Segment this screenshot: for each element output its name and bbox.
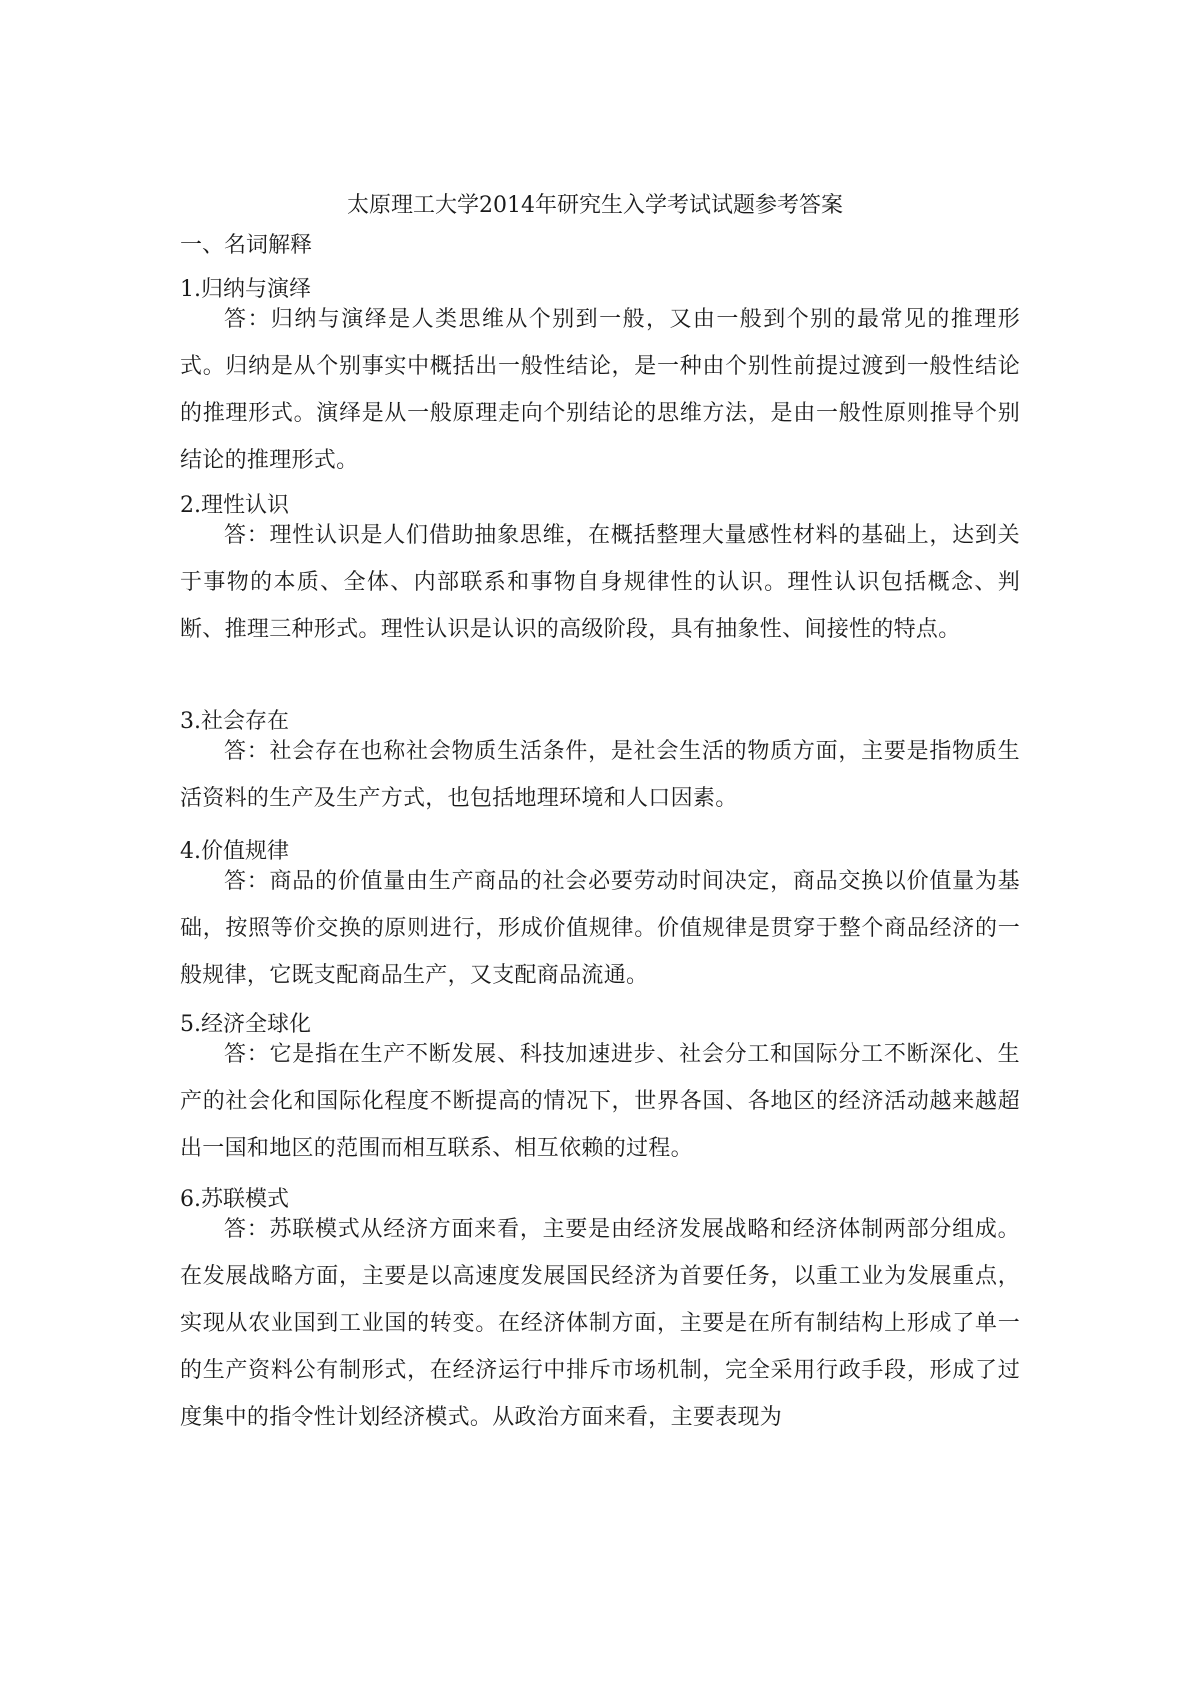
document-title: 太原理工大学2014年研究生入学考试试题参考答案 xyxy=(347,193,843,218)
answer-paragraph: 答：社会存在也称社会物质生活条件，是社会生活的物质方面，主要是指物质生活资料的生产及生产方式，也包括地理环境和人口因素。 xyxy=(180,739,1020,811)
term-heading: 3.社会存在 xyxy=(180,709,289,734)
term-heading: 5.经济全球化 xyxy=(180,1012,311,1037)
term-heading: 4.价值规律 xyxy=(180,839,289,864)
answer-paragraph: 答：苏联模式从经济方面来看，主要是由经济发展战略和经济体制两部分组成。在发展战略方面，主要是以高速度发展国民经济为首要任务，以重工业为发展重点，实现从农业国到工业国的转变。在经济体制方面，主要是在所有制结构上形成了单一的生产资料公有制形式，在经济运行中排斥市场机制，完全采用行政手段，形成了过度集中的指令性计划经济模式。从政治方面来看，主要表现为 xyxy=(180,1217,1020,1430)
answer-paragraph: 答：它是指在生产不断发展、科技加速进步、社会分工和国际分工不断深化、生产的社会化和国际化程度不断提高的情况下，世界各国、各地区的经济活动越来越超出一国和地区的范围而相互联系、相互依赖的过程。 xyxy=(180,1042,1020,1161)
section-heading: 一、名词解释 xyxy=(180,233,313,258)
answer-paragraph: 答：归纳与演绎是人类思维从个别到一般，又由一般到个别的最常见的推理形式。归纳是从个别事实中概括出一般性结论，是一种由个别性前提过渡到一般性结论的推理形式。演绎是从一般原理走向个别结论的思维方法，是由一般性原则推导个别结论的推理形式。 xyxy=(180,307,1020,473)
term-heading: 2.理性认识 xyxy=(180,493,289,518)
term-heading: 6.苏联模式 xyxy=(180,1187,289,1212)
answer-paragraph: 答：商品的价值量由生产商品的社会必要劳动时间决定，商品交换以价值量为基础，按照等价交换的原则进行，形成价值规律。价值规律是贯穿于整个商品经济的一般规律，它既支配商品生产，又支配商品流通。 xyxy=(180,869,1020,988)
answer-paragraph: 答：理性认识是人们借助抽象思维，在概括整理大量感性材料的基础上，达到关于事物的本质、全体、内部联系和事物自身规律性的认识。理性认识包括概念、判断、推理三种形式。理性认识是认识的高级阶段，具有抽象性、间接性的特点。 xyxy=(180,523,1020,642)
term-heading: 1.归纳与演绎 xyxy=(180,277,311,302)
